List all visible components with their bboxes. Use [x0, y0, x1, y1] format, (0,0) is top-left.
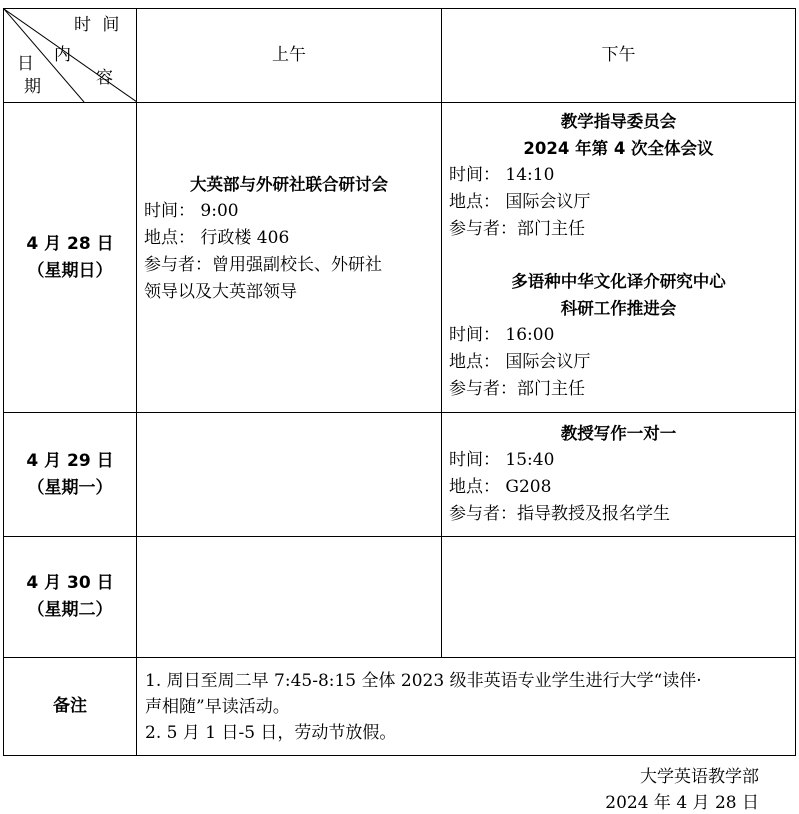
event-attendees: 参与者：部门主任 [449, 379, 585, 399]
footer-date: 2024 年 4 月 28 日 [605, 793, 759, 813]
header-content-label-1: 内 [54, 45, 71, 65]
date-label: 4 月 28 日 [26, 233, 114, 254]
event-attendees: 参与者：部门主任 [449, 219, 585, 239]
note-line: 声相随”早读活动。 [145, 696, 290, 717]
event-title-line2: 2024 年第 4 次全体会议 [523, 139, 714, 158]
date-label: 4 月 30 日 [26, 573, 114, 593]
date-cell [4, 413, 137, 537]
header-date-label-1: 日 [17, 54, 34, 74]
table-row [4, 537, 796, 658]
event-time: 时间： 16:00 [449, 325, 555, 345]
morning-cell [137, 103, 442, 413]
event-time: 时间： 9:00 [144, 201, 239, 221]
header-date-label-2: 期 [24, 77, 41, 97]
footer-department: 大学英语教学部 [640, 767, 759, 787]
note-line: 2. 5 月 1 日-5 日，劳动节放假。 [145, 722, 397, 743]
header-content-label-2: 容 [96, 68, 113, 88]
event-attendees: 参与者：指导教授及报名学生 [449, 504, 670, 524]
event-title: 教授写作一对一 [560, 424, 677, 443]
weekday-label: （星期日） [27, 260, 113, 281]
event-attendees: 参与者：曾用强副校长、外研社 [144, 255, 382, 275]
schedule-table [3, 8, 796, 756]
event-title: 教学指导委员会 [560, 112, 677, 131]
table-row [4, 103, 796, 413]
notes-row [4, 658, 796, 756]
event-place: 地点： 国际会议厅 [449, 192, 591, 212]
header-row [4, 9, 796, 103]
date-cell [4, 103, 137, 413]
note-line: 1. 周日至周二早 7:45-8:15 全体 2023 级非英语专业学生进行大学“读伴· [145, 670, 702, 691]
event-place: 地点： G208 [449, 477, 552, 497]
event-title-line2: 科研工作推进会 [560, 299, 677, 318]
header-morning: 上午 [137, 9, 442, 103]
event-attendees-cont: 领导以及大英部领导 [144, 282, 297, 302]
morning-cell [137, 537, 442, 658]
afternoon-cell [442, 537, 796, 658]
event-place: 地点： 国际会议厅 [449, 352, 591, 372]
afternoon-cell [442, 103, 796, 413]
morning-cell [137, 413, 442, 537]
date-cell [4, 537, 137, 658]
weekday-label: （星期一） [27, 477, 113, 498]
notes-cell [137, 658, 796, 756]
event-time: 时间： 14:10 [449, 165, 555, 185]
afternoon-cell [442, 413, 796, 537]
header-afternoon: 下午 [442, 9, 796, 103]
header-time-label: 时 间 [74, 15, 123, 35]
event-place: 地点： 行政楼 406 [144, 228, 290, 248]
event-title: 大英部与外研社联合研讨会 [190, 175, 388, 194]
date-label: 4 月 29 日 [26, 450, 114, 471]
weekday-label: （星期二） [27, 600, 113, 620]
diagonal-header-cell [4, 9, 137, 103]
notes-label: 备注 [4, 658, 137, 756]
event-title: 多语种中华文化译介研究中心 [511, 272, 726, 291]
spacer [442, 243, 795, 268]
event-time: 时间： 15:40 [449, 450, 555, 470]
table-row [4, 413, 796, 537]
